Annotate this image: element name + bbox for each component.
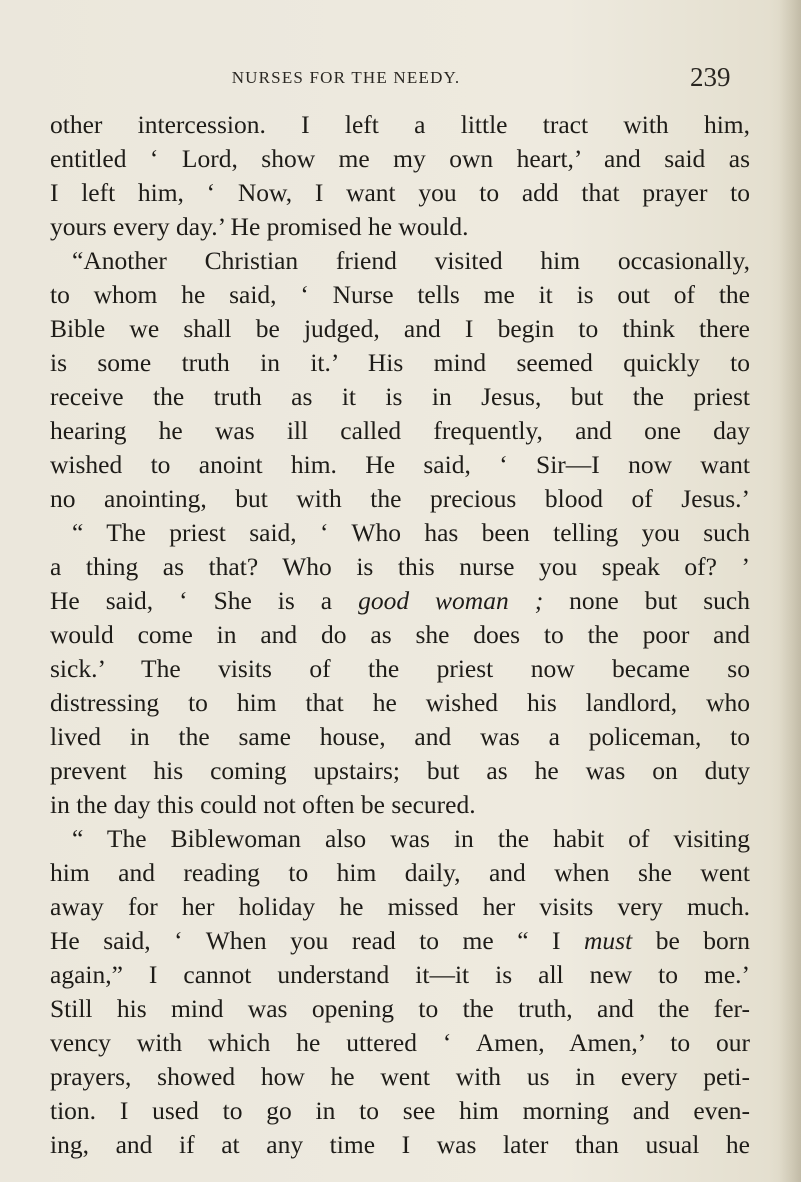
text-line: away for her holiday he missed her visits very much. bbox=[50, 892, 750, 921]
page-edge-shadow bbox=[779, 0, 801, 1182]
text-line: prayers, showed how he went with us in every peti- bbox=[50, 1062, 750, 1091]
text-line: tion. I used to go in to see him morning and even- bbox=[50, 1096, 750, 1125]
text-line bbox=[50, 924, 750, 958]
text-line: distressing to him that he wished his landlord, who bbox=[50, 688, 750, 717]
running-head bbox=[0, 62, 801, 96]
text-line: “ The Biblewoman also was in the habit of visiting bbox=[72, 824, 750, 853]
text-line: ing, and if at any time I was later than usual he bbox=[50, 1130, 750, 1159]
text-line: “Another Christian friend visited him occasionally, bbox=[72, 246, 750, 275]
text-line: yours every day.’ He promised he would. bbox=[50, 212, 469, 241]
text-line: Still his mind was opening to the truth, and the fer- bbox=[50, 994, 750, 1023]
text-line: in the day this could not often be secured. bbox=[50, 790, 476, 819]
text-line: again,” I cannot understand it—it is all new to me.’ bbox=[50, 960, 750, 989]
text-line: sick.’ The visits of the priest now became so bbox=[50, 654, 750, 683]
text-line: would come in and do as she does to the poor and bbox=[50, 620, 750, 649]
text-line: Bible we shall be judged, and I begin to think there bbox=[50, 314, 750, 343]
running-head-title: NURSES FOR THE NEEDY. bbox=[231, 68, 461, 87]
text-line: “ The priest said, ‘ Who has been telling you such bbox=[72, 518, 750, 547]
text-line: is some truth in it.’ His mind seemed quickly to bbox=[50, 348, 750, 377]
page-number: 239 bbox=[690, 62, 731, 92]
line-segment: He said, ‘ She is a bbox=[50, 586, 359, 615]
text-line: him and reading to him daily, and when she went bbox=[50, 858, 750, 887]
text-line: hearing he was ill called frequently, and one day bbox=[50, 416, 750, 445]
text-line: to whom he said, ‘ Nurse tells me it is out of the bbox=[50, 280, 750, 309]
text-line: other intercession. I left a little tract with him, bbox=[50, 110, 750, 139]
text-line bbox=[50, 584, 750, 618]
text-line: wished to anoint him. He said, ‘ Sir—I now want bbox=[50, 450, 750, 479]
body-text bbox=[50, 108, 750, 1162]
text-line: a thing as that? Who is this nurse you speak of? ’ bbox=[50, 552, 750, 581]
text-line: receive the truth as it is in Jesus, but the priest bbox=[50, 382, 750, 411]
emphasis-text: good woman ; bbox=[358, 586, 544, 615]
line-segment: be born bbox=[632, 926, 751, 955]
emphasis-text: must bbox=[584, 926, 633, 955]
text-line: no anointing, but with the precious blood of Jesus.’ bbox=[50, 484, 750, 513]
text-line: I left him, ‘ Now, I want you to add that prayer to bbox=[50, 178, 750, 207]
text-line: lived in the same house, and was a policeman, to bbox=[50, 722, 750, 751]
text-line: vency with which he uttered ‘ Amen, Amen,’ to our bbox=[50, 1028, 750, 1057]
line-segment: He said, ‘ When you read to me “ I bbox=[50, 926, 585, 955]
text-line: entitled ‘ Lord, show me my own heart,’ and said as bbox=[50, 144, 750, 173]
text-line: prevent his coming upstairs; but as he was on duty bbox=[50, 756, 750, 785]
line-segment: none but such bbox=[543, 586, 750, 615]
